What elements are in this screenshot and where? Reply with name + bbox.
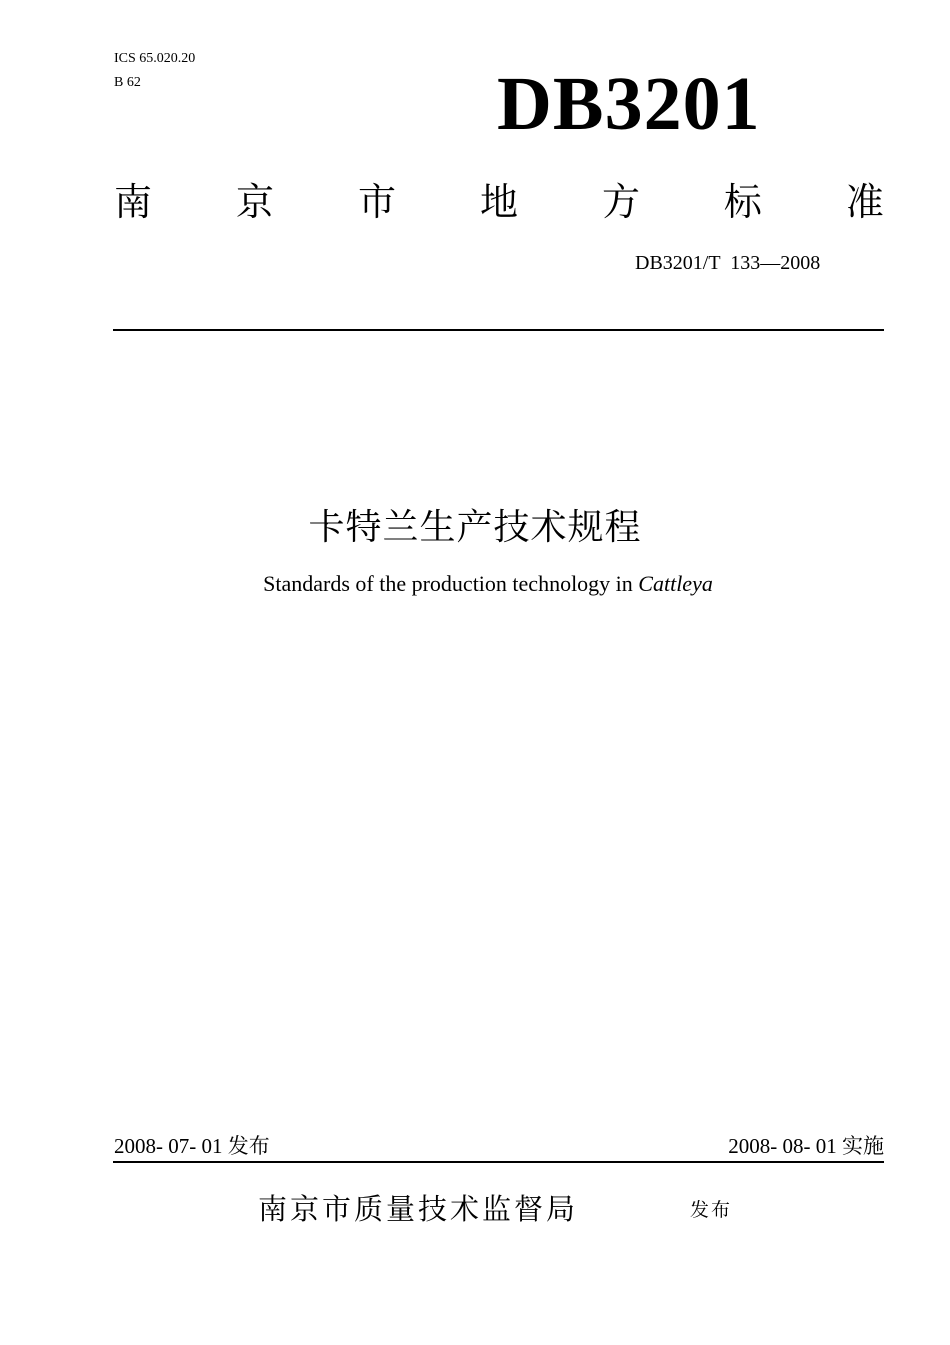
issuer-name: 南京市质量技术监督局 (258, 1192, 579, 1226)
standard-type-char: 方 (601, 180, 640, 224)
issued-label: 发布 (690, 1199, 733, 1221)
standard-type-char: 标 (723, 180, 762, 224)
implement-date: 2008- 08- 01 实施 (728, 1134, 884, 1158)
title-english (0, 570, 950, 598)
standard-type-char: 市 (357, 180, 396, 224)
standard-number: DB3201/T 133—2008 (635, 252, 821, 274)
standard-type (114, 178, 884, 226)
publish-date: 2008- 07- 01 发布 (114, 1134, 270, 1158)
title-english-text: Standards of the production technology in (263, 571, 639, 596)
footer-divider (113, 1161, 884, 1163)
title-chinese: 卡特兰生产技术规程 (308, 507, 642, 548)
standard-type-char: 地 (479, 180, 518, 224)
db-mark: DB3201 (497, 62, 761, 146)
ccs-code: B 62 (114, 75, 141, 90)
standard-type-char: 京 (235, 180, 274, 224)
standard-type-char: 南 (114, 180, 153, 224)
title-english-latin-name: Cattleya (638, 571, 713, 596)
standard-type-char: 准 (845, 180, 884, 224)
header-divider (113, 329, 884, 331)
ics-code: ICS 65.020.20 (114, 51, 196, 66)
